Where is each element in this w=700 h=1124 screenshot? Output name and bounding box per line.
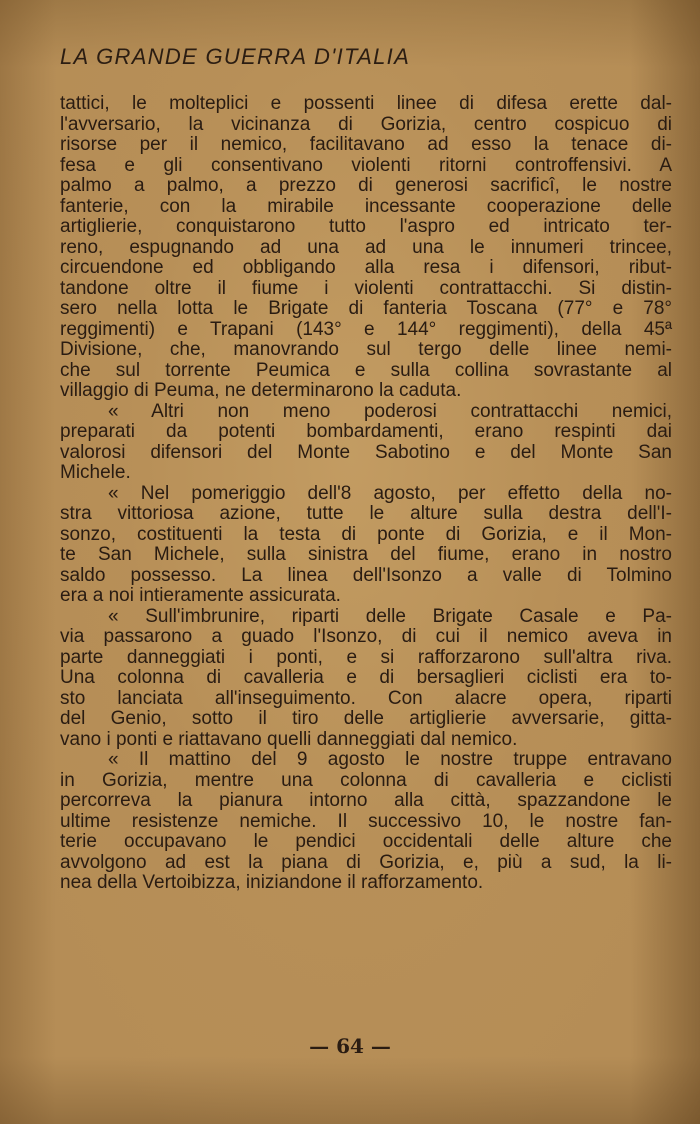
- text-line: Una colonna di cavalleria e di bersaglieri ciclisti era to-: [60, 667, 672, 688]
- text-line: fanterie, con la mirabile incessante cooperazione delle: [60, 195, 672, 217]
- text-line: risorse per il nemico, facilitavano ad esso la tenace di-: [60, 134, 672, 155]
- text-line: te San Michele, sulla sinistra del fiume, erano in nostro: [60, 544, 672, 565]
- text-line: nea della Vertoibizza, iniziandone il rafforzamento.: [60, 872, 484, 893]
- text-line: vano i ponti e riattavano quelli danneggiati dal nemico.: [60, 728, 518, 750]
- text-line: artiglierie, conquistarono tutto l'aspro ed intricato ter-: [60, 216, 672, 237]
- text-line: era a noi intieramente assicurata.: [60, 585, 341, 606]
- text-line: stra vittoriosa azione, tutte le alture sulla destra dell'I-: [60, 503, 672, 524]
- text-line: tattici, le molteplici e possenti linee di difesa erette dal-: [60, 93, 672, 114]
- running-head: LA GRANDE GUERRA D'ITALIA: [60, 44, 411, 69]
- text-line: del Genio, sotto il tiro delle artiglierie avversarie, gitta-: [60, 708, 672, 729]
- text-line: percorreva la pianura intorno alla città, spazzandone le: [60, 790, 672, 811]
- text-line: che sul torrente Peumica e sulla collina sovrastante al: [60, 359, 672, 381]
- text-line: palmo a palmo, a prezzo di generosi sacrificî, le nostre: [60, 175, 672, 196]
- text-line: tandone oltre il fiume i violenti contrattacchi. Si distin-: [60, 277, 672, 299]
- text-line: « Il mattino del 9 agosto le nostre truppe entravano: [108, 749, 672, 770]
- text-line: avvolgono ad est la piana di Gorizia, e, più a sud, la li-: [60, 851, 672, 873]
- text-line: reno, espugnando ad una ad una le innumeri trincee,: [60, 236, 672, 258]
- text-line: sto lanciata all'inseguimento. Con alacre opera, riparti: [60, 687, 672, 709]
- text-line: sero nella lotta le Brigate di fanteria Toscana (77° e 78°: [60, 298, 672, 319]
- text-line: preparati da potenti bombardamenti, erano respinti dai: [60, 421, 672, 442]
- text-line: l'avversario, la vicinanza di Gorizia, centro cospicuo di: [60, 113, 672, 135]
- text-line: circuendone ed obbligando alla resa i difensori, ribut-: [60, 257, 672, 278]
- text-line: villaggio di Peuma, ne determinarono la caduta.: [60, 380, 462, 401]
- text-line: reggimenti) e Trapani (143° e 144° reggimenti), della 45ª: [60, 318, 672, 340]
- text-line: fesa e gli consentivano violenti ritorni controffensivi. A: [60, 154, 672, 176]
- text-line: sonzo, costituenti la testa di ponte di Gorizia, e il Mon-: [60, 523, 672, 545]
- text-line: « Nel pomeriggio dell'8 agosto, per effetto della no-: [108, 482, 672, 504]
- text-line: ultime resistenze nemiche. Il successivo 10, le nostre fan-: [60, 810, 672, 832]
- text-line: in Gorizia, mentre una colonna di cavalleria e ciclisti: [60, 769, 672, 791]
- text-line: saldo possesso. La linea dell'Isonzo a valle di Tolmino: [60, 564, 672, 586]
- text-line: « Sull'imbrunire, riparti delle Brigate Casale e Pa-: [108, 605, 672, 627]
- text-line: « Altri non meno poderosi contrattacchi nemici,: [108, 400, 672, 422]
- text-line: valorosi difensori del Monte Sabotino e del Monte San: [60, 441, 672, 463]
- page-number: — 64 —: [309, 1034, 391, 1058]
- text-line: parte danneggiati i ponti, e si rafforzarono sull'altra riva.: [60, 646, 672, 668]
- text-line: terie occupavano le pendici occidentali delle alture che: [60, 831, 672, 852]
- text-line: via passarono a guado l'Isonzo, di cui il nemico aveva in: [60, 626, 672, 647]
- text-line: Divisione, che, manovrando sul tergo delle linee nemi-: [60, 339, 672, 360]
- text-line: Michele.: [60, 462, 131, 483]
- body-text: [60, 94, 672, 894]
